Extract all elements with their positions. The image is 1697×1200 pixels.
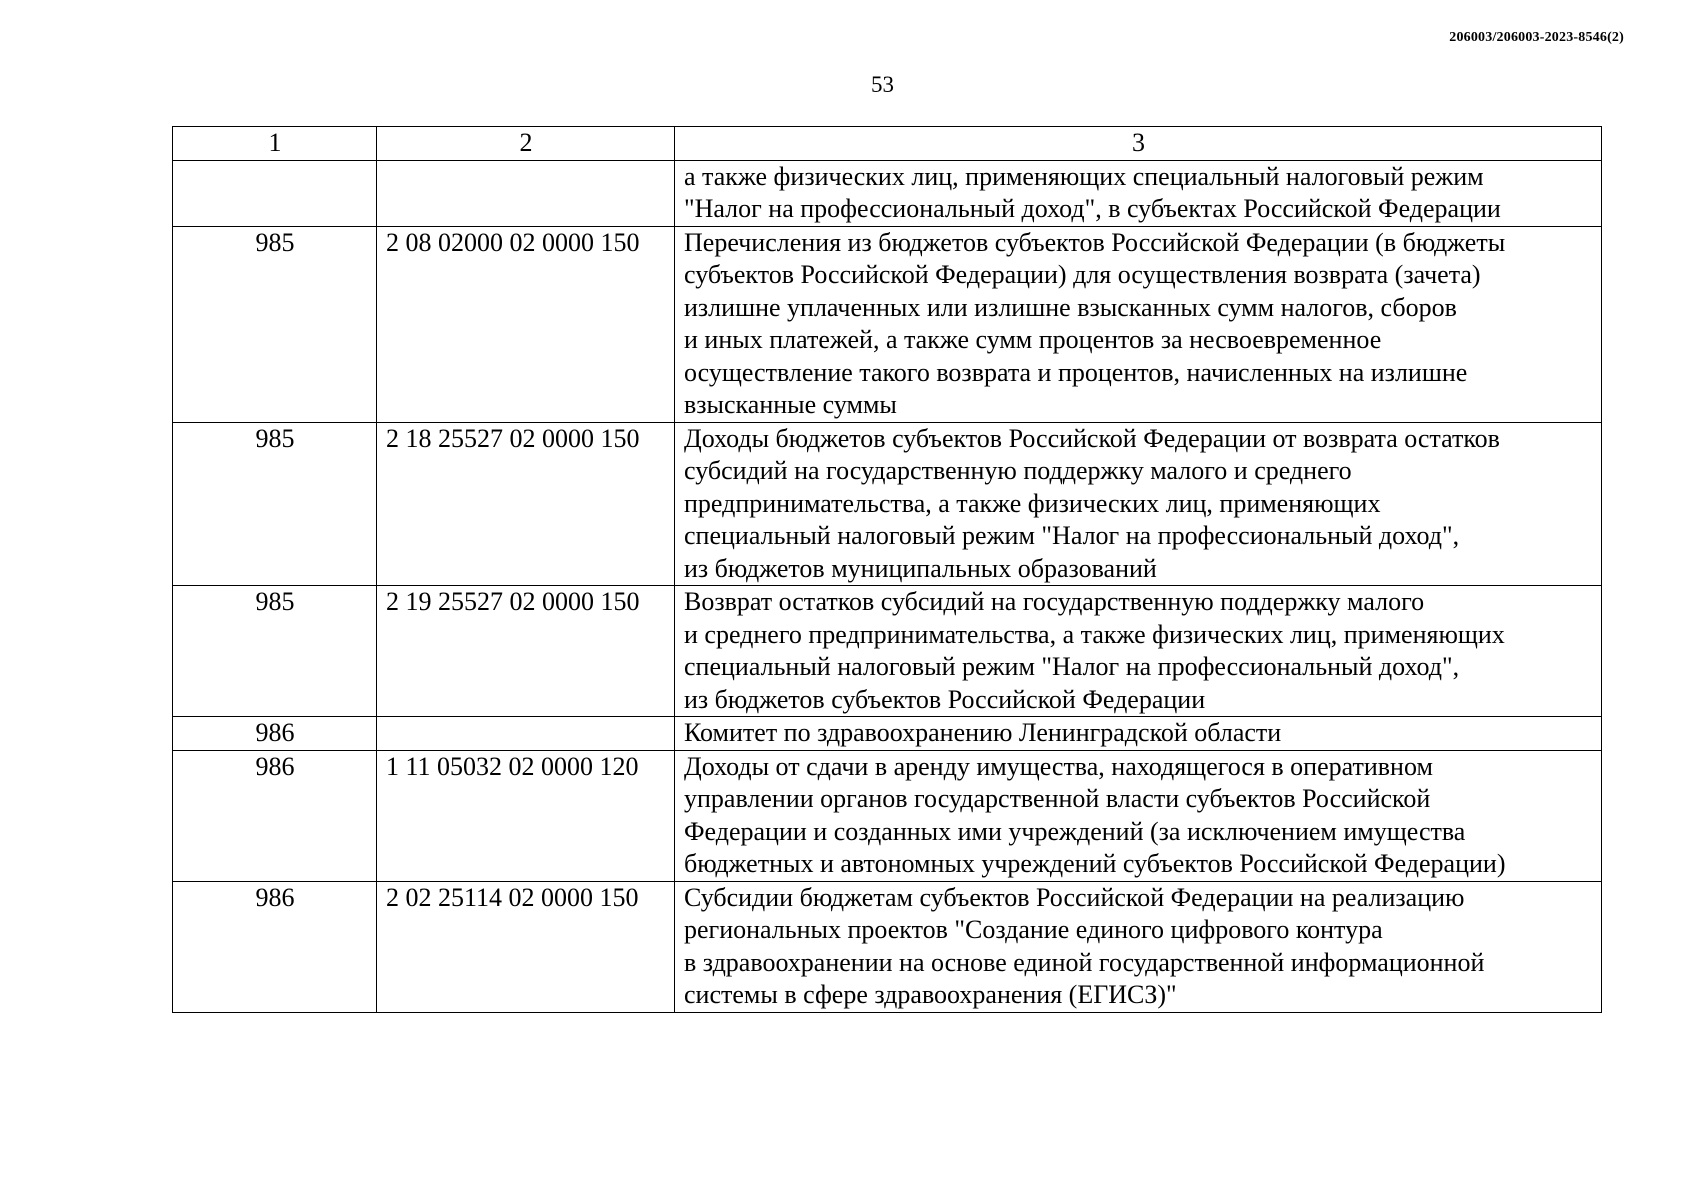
table-row <box>173 881 1602 1012</box>
column-header-3: 3 <box>675 127 1602 161</box>
kbk-code-cell: 2 02 25114 02 0000 150 <box>377 881 675 1012</box>
table-row <box>173 422 1602 586</box>
table-row <box>173 750 1602 881</box>
kbk-code-cell: 1 11 05032 02 0000 120 <box>377 750 675 881</box>
admin-code-cell: 985 <box>173 586 377 717</box>
table-row <box>173 586 1602 717</box>
description-cell: Возврат остатков субсидий на государственную поддержку малого и среднего предпринимательства, а также физических лиц, применяющих специальный налоговый режим "Налог на профессиональный доход", из бюджетов субъектов Российской Федерации <box>675 586 1602 717</box>
kbk-code-cell: 2 19 25527 02 0000 150 <box>377 586 675 717</box>
table-header-row <box>173 127 1602 161</box>
kbk-code-cell <box>377 160 675 226</box>
column-header-2: 2 <box>377 127 675 161</box>
description-cell: Перечисления из бюджетов субъектов Российской Федерации (в бюджеты субъектов Российской Федерации) для осуществления возврата (зачета) излишне уплаченных или излишне взысканных сумм налогов, сборов и иных платежей, а также сумм процентов за несвоевременное осуществление такого возврата и процентов, начисленных на излишне взысканные суммы <box>675 226 1602 422</box>
description-cell: Комитет по здравоохранению Ленинградской области <box>675 717 1602 751</box>
kbk-code-cell: 2 08 02000 02 0000 150 <box>377 226 675 422</box>
description-cell: Доходы бюджетов субъектов Российской Федерации от возврата остатков субсидий на государственную поддержку малого и среднего предпринимательства, а также физических лиц, применяющих специальный налоговый режим "Налог на профессиональный доход", из бюджетов муниципальных образований <box>675 422 1602 586</box>
document-id: 206003/206003-2023-8546(2) <box>1449 30 1624 45</box>
table-row <box>173 717 1602 751</box>
description-cell: Доходы от сдачи в аренду имущества, находящегося в оперативном управлении органов государственной власти субъектов Российской Федерации и созданных ими учреждений (за исключением имущества бюджетных и автономных учреждений субъектов Российской Федерации) <box>675 750 1602 881</box>
description-cell: а также физических лиц, применяющих специальный налоговый режим "Налог на профессиональный доход", в субъектах Российской Федерации <box>675 160 1602 226</box>
description-cell: Субсидии бюджетам субъектов Российской Федерации на реализацию региональных проектов "Создание единого цифрового контура в здравоохранении на основе единой государственной информационной системы в сфере здравоохранения (ЕГИСЗ)" <box>675 881 1602 1012</box>
column-header-1: 1 <box>173 127 377 161</box>
kbk-code-cell <box>377 717 675 751</box>
revenue-codes-table <box>172 126 1602 1013</box>
kbk-code-cell: 2 18 25527 02 0000 150 <box>377 422 675 586</box>
admin-code-cell: 985 <box>173 226 377 422</box>
page-number: 53 <box>871 72 894 97</box>
admin-code-cell: 986 <box>173 717 377 751</box>
admin-code-cell: 986 <box>173 881 377 1012</box>
table-row <box>173 160 1602 226</box>
admin-code-cell: 985 <box>173 422 377 586</box>
admin-code-cell <box>173 160 377 226</box>
table-row <box>173 226 1602 422</box>
admin-code-cell: 986 <box>173 750 377 881</box>
